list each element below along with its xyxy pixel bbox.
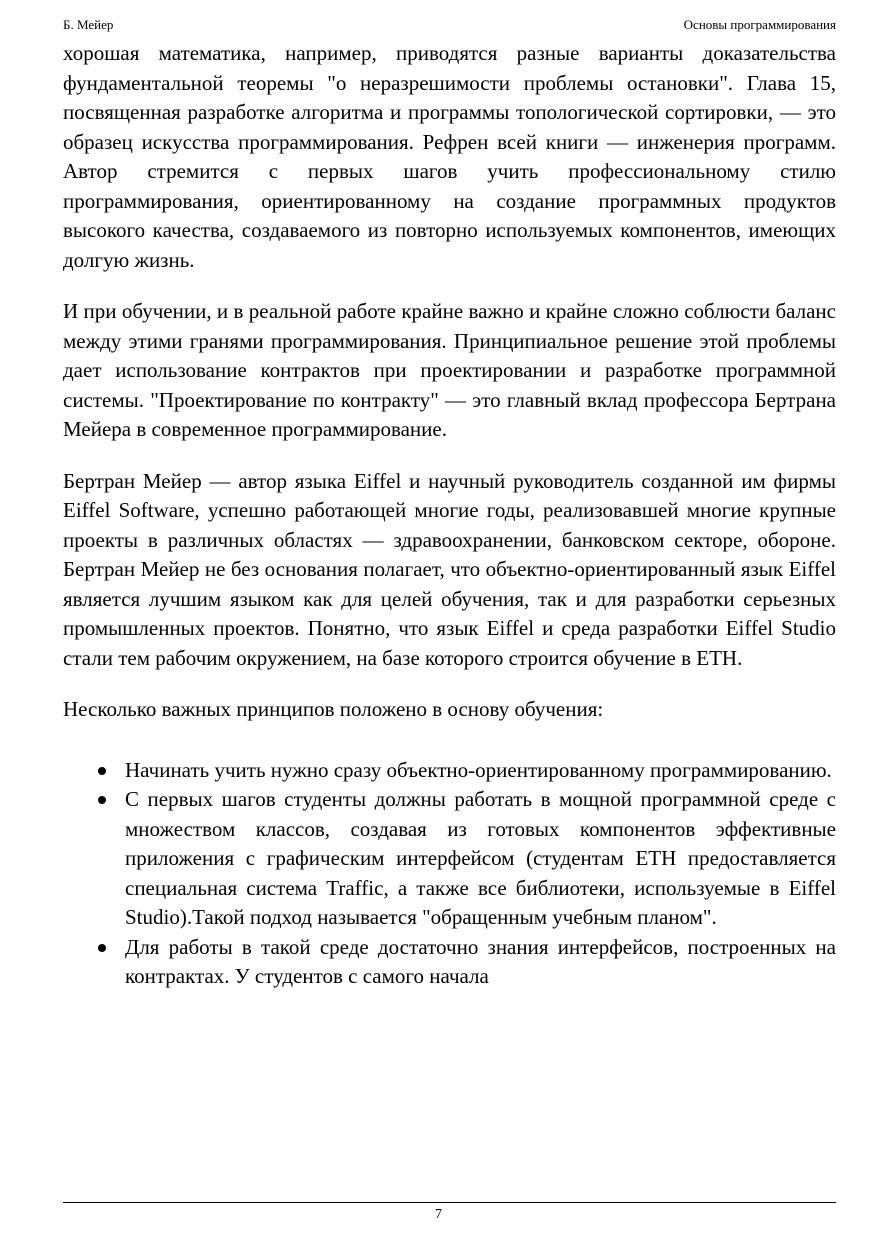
footer-divider [63,1202,836,1203]
list-item-text: С первых шагов студенты должны работать в мощной программной среде с множеством классов, создавая из готовых компонентов эффективные приложения с графическим интерфейсом (студентам ETH предоставляется специальная система Traffic, а также все библиотеки, используемые в Eiffel Studio).Такой подход называется "обращенным учебным планом". [125,787,836,929]
principles-list [63,756,836,992]
page-number: 7 [435,1207,442,1222]
bullet-icon [98,767,106,775]
paragraph: И при обучении, и в реальной работе крайне важно и крайне сложно соблюсти баланс между этими гранями программирования. Принципиальное решение этой проблемы дает использование контрактов при проектировании и разработке программной системы. "Проектирование по контракту" — это главный вклад профессора Бертрана Мейера в современное программирование. [63,299,836,441]
page-header [63,15,836,35]
list-item [63,933,836,992]
bullet-icon [98,796,106,804]
list-item-text: Начинать учить нужно сразу объектно-ориентированному программированию. [125,757,832,782]
paragraph: хорошая математика, например, приводятся разные варианты доказательства фундаментальной теоремы "о неразрешимости проблемы остановки". Глава 15, посвященная разработке алгоритма и программы топологической сортировки, — это образец искусства программирования. Рефрен всей книги — инженерия программ. Автор стремится с первых шагов учить профессиональному стилю программирования, ориентированному на создание программных продуктов высокого качества, создаваемого из повторно используемых компонентов, имеющих долгую жизнь. [63,41,836,272]
list-item [63,785,836,933]
paragraph: Бертран Мейер — автор языка Eiffel и научный руководитель созданной им фирмы Eiffel Software, успешно работающей многие годы, реализовавшей многие крупные проекты в различных областях — здравоохранении, банковском секторе, обороне. Бертран Мейер не без основания полагает, что объектно-ориентированный язык Eiffel является лучшим языком как для целей обучения, так и для разработки серьезных промышленных проектов. Понятно, что язык Eiffel и среда разработки Eiffel Studio стали тем рабочим окружением, на базе которого строится обучение в ETH. [63,468,836,670]
list-item-text: Для работы в такой среде достаточно знания интерфейсов, построенных на контрактах. У студентов с самого начала [125,934,836,988]
bullet-icon [98,944,106,952]
page-body [63,39,836,992]
header-book-title: Основы программирования [683,17,836,32]
paragraph: Несколько важных принципов положено в основу обучения: [63,697,604,721]
list-item [63,756,836,786]
header-author: Б. Мейер [63,17,114,32]
